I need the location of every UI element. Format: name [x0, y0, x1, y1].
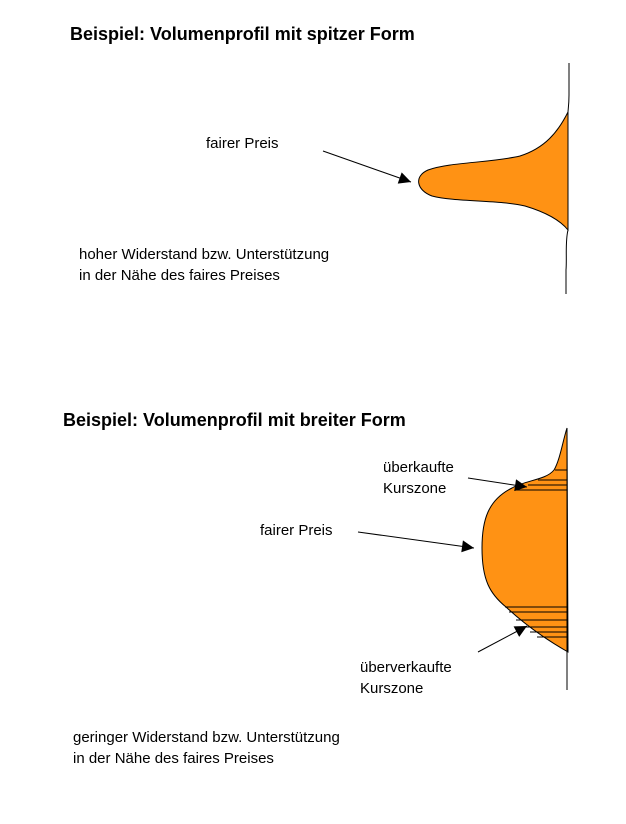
wide-example-title: Beispiel: Volumenprofil mit breiter Form	[63, 410, 406, 430]
narrow-profile-group	[323, 63, 569, 294]
wide-description-line-2: in der Nähe des faires Preises	[73, 750, 274, 767]
overbought-label-line-2: Kurszone	[383, 480, 447, 497]
wide-description-line-1: geringer Widerstand bzw. Unterstützung	[73, 729, 340, 746]
narrow-example-title: Beispiel: Volumenprofil mit spitzer Form	[70, 24, 415, 44]
narrow-fair-price-arrow	[323, 151, 411, 182]
wide-volume-profile-shape	[482, 428, 568, 652]
narrow-description-line-1: hoher Widerstand bzw. Unterstützung	[79, 246, 330, 263]
narrow-description-line-2: in der Nähe des faires Preises	[79, 267, 280, 284]
wide-fair-price-label: fairer Preis	[260, 522, 333, 539]
narrow-fair-price-label: fairer Preis	[206, 135, 279, 152]
narrow-volume-profile-shape	[419, 112, 568, 230]
oversold-zone-arrow	[478, 626, 527, 652]
overbought-label-line-1: überkaufte	[383, 459, 454, 476]
oversold-label-line-2: Kurszone	[360, 680, 424, 697]
oversold-label-line-1: überverkaufte	[360, 659, 452, 676]
wide-fair-price-arrow	[358, 532, 474, 548]
overbought-zone-arrow	[468, 478, 527, 487]
